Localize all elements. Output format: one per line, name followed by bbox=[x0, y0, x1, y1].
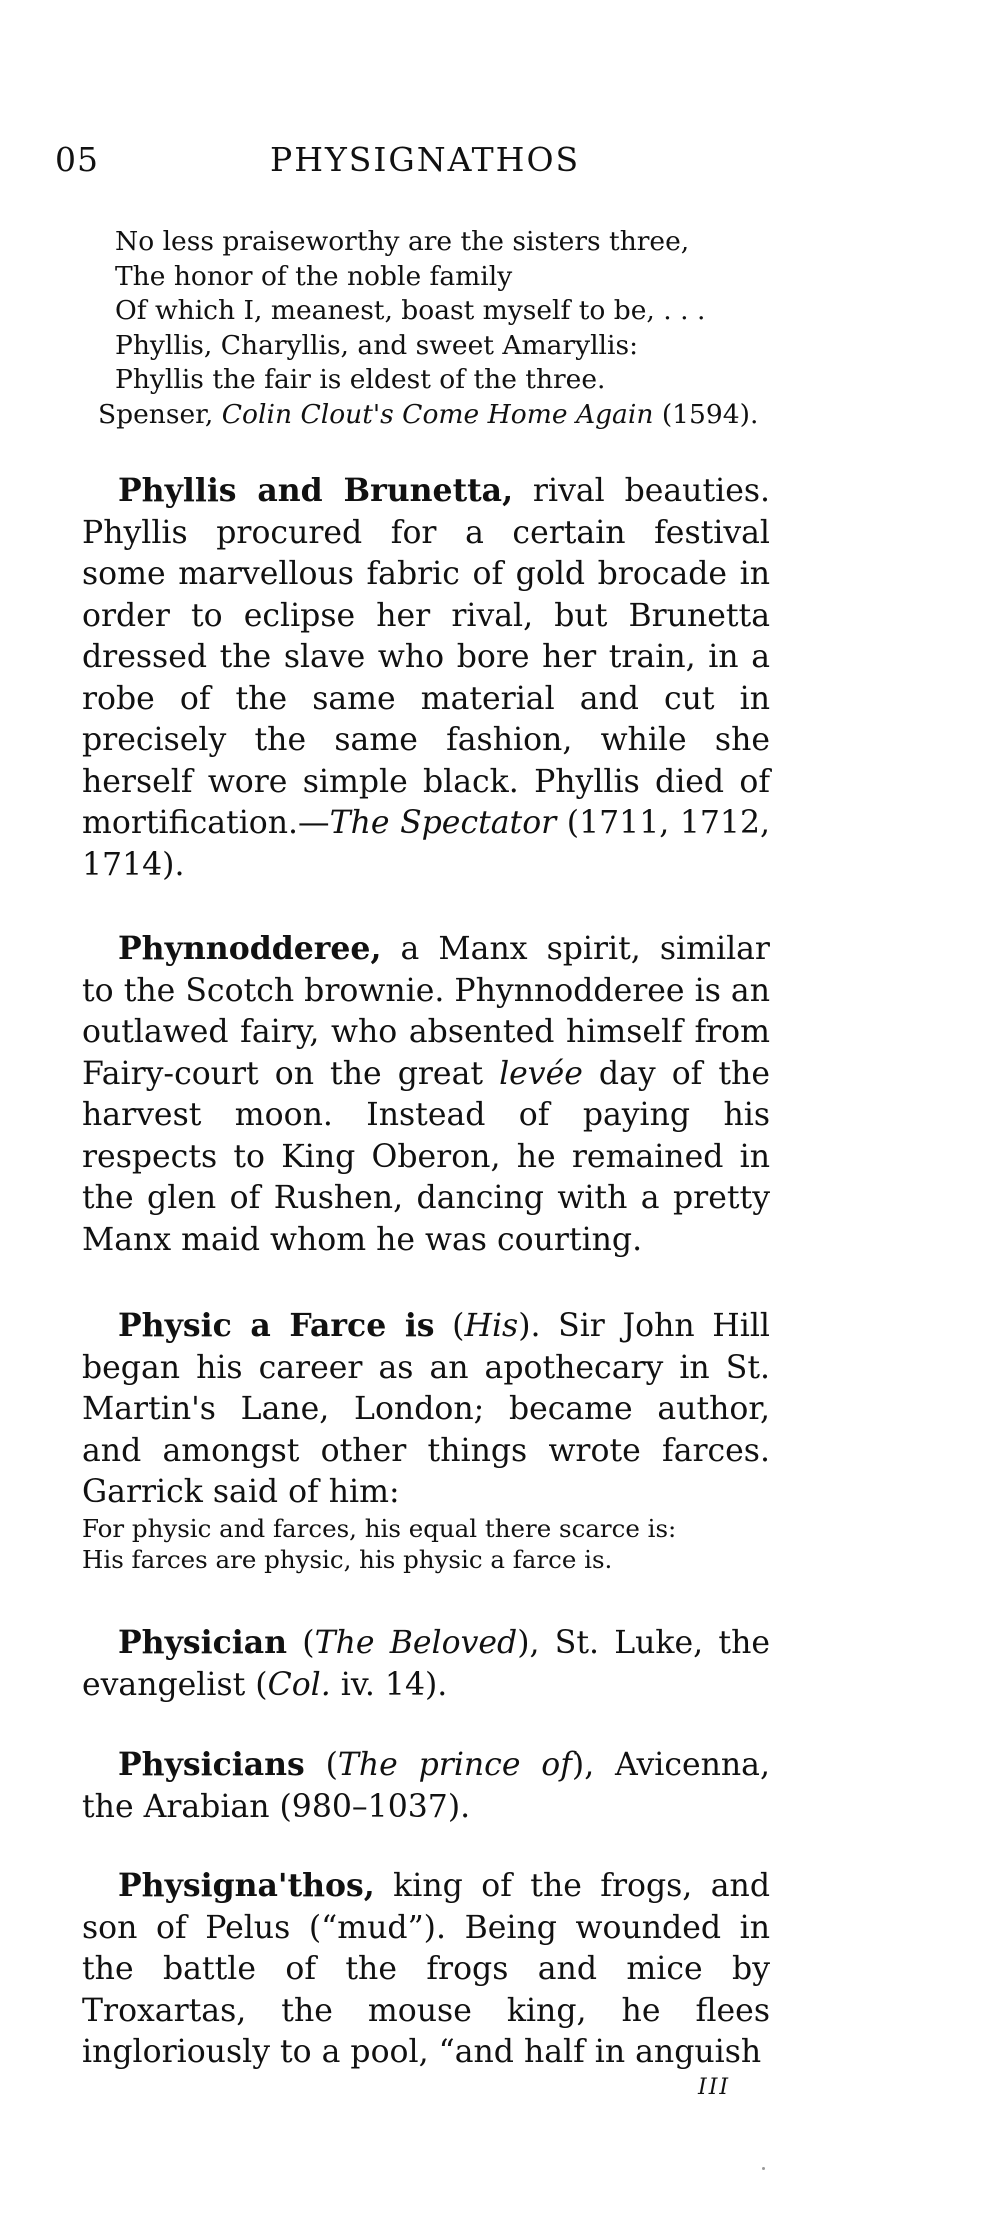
entry-text-tail: (1711, 1712, 1714). bbox=[82, 805, 770, 883]
entry-headword: Phyllis and Brunetta, bbox=[118, 472, 514, 509]
poem-line: Phyllis the fair is eldest of the three. bbox=[115, 364, 606, 395]
entry-phynnodderee bbox=[82, 928, 770, 1261]
entry-physicians: Physicians (The prince of), Avicenna, the Arabian (980–1037). bbox=[82, 1746, 770, 1825]
entry-text-2: day of the harvest moon. Instead of paying his respects to King Oberon, he remained in the glen of Rushen, dancing with a pretty Manx maid whom he was courting. bbox=[82, 1055, 770, 1258]
entry-text: king of the frogs, and son of Pelus (“mud”). Being wounded in the battle of the frogs and mice by Troxartas, the mouse king, he flees ingloriously to a pool, “and half in anguish bbox=[82, 1868, 770, 2070]
entry-italic-word: levée bbox=[499, 1055, 583, 1092]
entry-physician: Physician (The Beloved), St. Luke, the evangelist (Col. iv. 14). bbox=[82, 1624, 770, 1703]
scan-speck bbox=[762, 2167, 765, 2170]
entry-text: , St. Luke, the evangelist ( bbox=[82, 1625, 770, 1703]
entry-text-2: iv. 14). bbox=[330, 1666, 448, 1703]
poem-line: No less praiseworthy are the sisters three, bbox=[115, 226, 690, 257]
entry-source: The Spectator bbox=[329, 805, 557, 841]
entry-paren-phrase: The Beloved bbox=[314, 1625, 518, 1661]
epigram-line: For physic and farces, his equal there scarce is: bbox=[82, 1514, 677, 1543]
entry-physignathos bbox=[82, 1865, 770, 2074]
entry-headword: Phynnodderee, bbox=[118, 930, 382, 967]
entry-reference: Col. bbox=[267, 1666, 331, 1703]
entry-text: a Manx spirit, similar to the Scotch brownie. Phynnodderee is an outlawed fairy, who absented himself from Fairy-court on the great bbox=[82, 931, 770, 1092]
poem-citation bbox=[98, 398, 795, 433]
garrick-epigram bbox=[82, 1513, 782, 1575]
entry-paren-phrase: The prince of bbox=[337, 1747, 572, 1783]
entry-phyllis bbox=[82, 470, 770, 886]
entry-headword: Physician bbox=[118, 1624, 288, 1661]
citation-year: (1594). bbox=[661, 398, 759, 430]
entry-text: rival beauties. Phyllis procured for a certain festival some marvellous fabric of gold brocade in order to eclipse her rival, but Brunetta dressed the slave who bore her train, in a robe of the same material and cut in precisely the same fashion, while she herself wore simple black. Phyllis died of mortification.— bbox=[82, 473, 771, 841]
poem-line: Of which I, meanest, boast myself to be, . . . bbox=[115, 295, 706, 326]
page-number: 05 bbox=[55, 140, 99, 179]
poem-line: Phyllis, Charyllis, and sweet Amaryllis: bbox=[115, 329, 639, 361]
epigram-line: His farces are physic, his physic a farce is. bbox=[82, 1545, 613, 1574]
epigraph-poem bbox=[98, 225, 795, 432]
poem-line: The honor of the noble family bbox=[115, 260, 513, 292]
citation-work: Colin Clout's Come Home Again bbox=[221, 398, 654, 430]
entry-physic: Physic a Farce is (His). Sir John Hill began his career as an apothecary in St. Martin's Lane, London; became author, and amongst other things wrote farces. Garrick said of him: bbox=[82, 1307, 770, 1510]
running-head: PHYSIGNATHOS bbox=[270, 140, 581, 179]
signature-mark: III bbox=[698, 2075, 731, 2100]
entry-text: , Avicenna, the Arabian (980–1037). bbox=[82, 1747, 770, 1825]
entry-paren-word: His bbox=[464, 1308, 519, 1344]
entry-headword: Physicians bbox=[118, 1746, 305, 1783]
citation-author: Spenser, bbox=[98, 398, 214, 430]
entry-text: Sir John Hill began his career as an apothecary in St. Martin's Lane, London; became author, and amongst other things wrote farces. Garrick said of him: bbox=[82, 1308, 770, 1510]
entry-headword: Physigna'thos, bbox=[118, 1867, 375, 1904]
entry-headword: Physic a Farce is bbox=[118, 1307, 435, 1344]
